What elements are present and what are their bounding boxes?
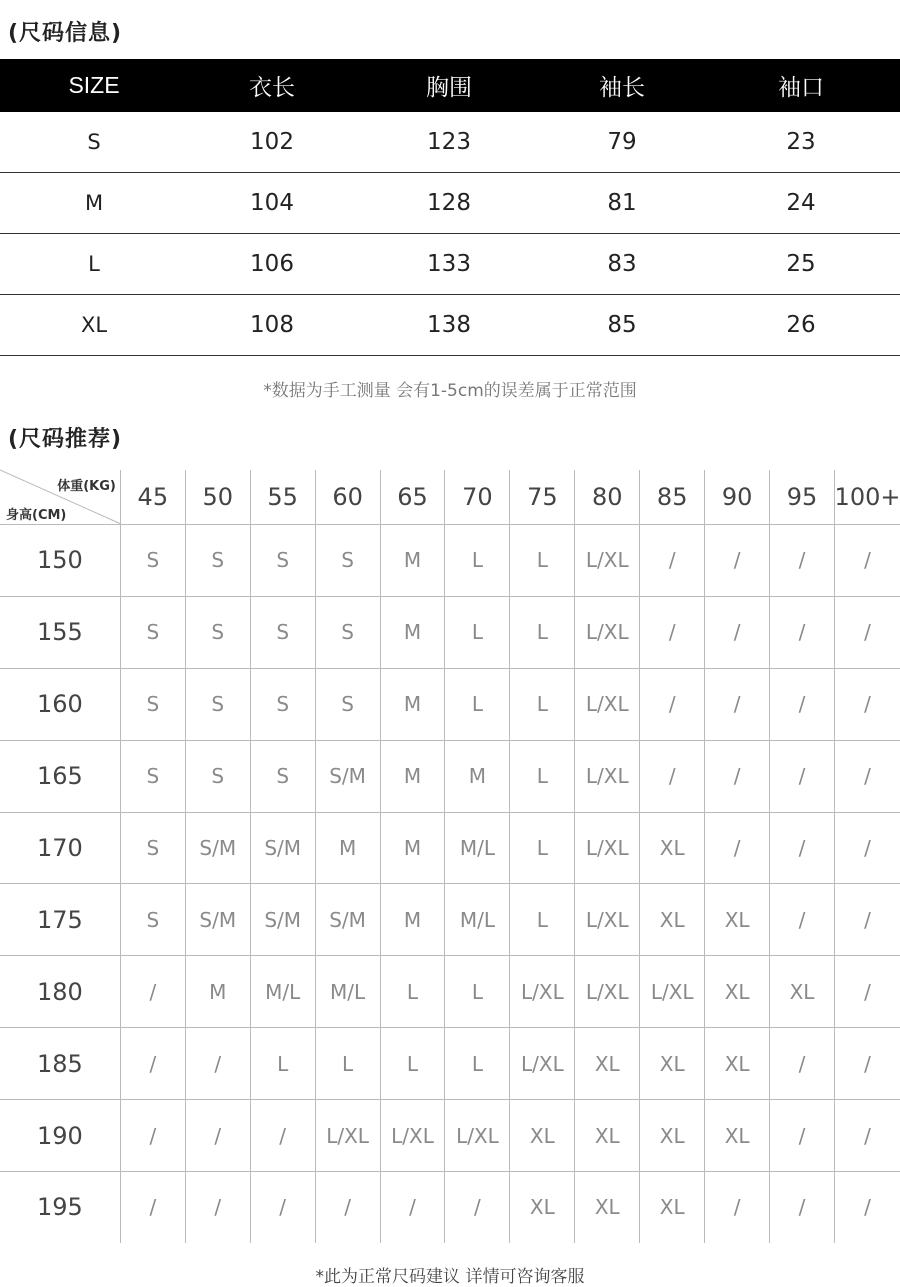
- measurement-value: 79: [607, 129, 637, 155]
- recommended-size-cell: XL: [705, 956, 770, 1027]
- recommended-size-cell: /: [251, 1100, 316, 1171]
- measurement-value: 81: [607, 190, 637, 216]
- height-cell: 155: [0, 597, 121, 668]
- weight-header-cell: 60: [316, 470, 381, 524]
- recommended-size-cell: /: [445, 1172, 510, 1243]
- recommended-size-cell: /: [705, 1172, 770, 1243]
- measurement-note: *数据为手工测量 会有1-5cm的误差属于正常范围: [263, 381, 637, 401]
- recommended-size-cell: L/XL: [575, 884, 640, 955]
- recommended-size-cell: /: [864, 979, 871, 1004]
- recommended-size-cell: /: [705, 525, 770, 596]
- recommended-size-cell: /: [640, 741, 705, 812]
- weight-header-cell: 55: [251, 470, 316, 524]
- recommendation-note: *此为正常尺码建议 详情可咨询客服: [315, 1267, 585, 1287]
- recommended-size-cell: L/XL: [640, 956, 705, 1027]
- recommended-size-cell: /: [770, 597, 835, 668]
- recommended-size-cell: /: [640, 597, 705, 668]
- size-info-row: [0, 112, 900, 173]
- recommended-size-cell: L/XL: [510, 956, 575, 1027]
- measurement-value: 128: [427, 190, 471, 216]
- recommended-size-cell: S: [186, 669, 251, 740]
- recommended-size-cell: /: [864, 1195, 871, 1220]
- recommended-size-cell: L/XL: [575, 525, 640, 596]
- recommended-size-cell: /: [770, 884, 835, 955]
- recommended-size-cell: S: [316, 597, 381, 668]
- recommended-size-cell: L: [251, 1028, 316, 1099]
- recommended-size-cell: S: [121, 669, 186, 740]
- height-cell: 190: [0, 1100, 121, 1171]
- recommended-size-cell: L: [381, 1028, 446, 1099]
- recommended-size-cell: XL: [575, 1172, 640, 1243]
- recommended-size-cell: /: [770, 741, 835, 812]
- recommended-size-cell: XL: [575, 1028, 640, 1099]
- height-cell: 165: [0, 741, 121, 812]
- recommended-size-cell: L/XL: [316, 1100, 381, 1171]
- size-label: S: [87, 130, 101, 154]
- recommended-size-cell: L/XL: [575, 741, 640, 812]
- weight-header-cell: 80: [575, 470, 640, 524]
- recommended-size-cell: XL: [510, 1172, 575, 1243]
- recommended-size-cell: /: [864, 692, 871, 717]
- recommended-size-cell: S: [186, 741, 251, 812]
- measurement-value: 25: [786, 251, 816, 277]
- recommended-size-cell: L: [510, 741, 575, 812]
- height-row: [0, 741, 900, 813]
- size-info-header-row: [0, 59, 900, 112]
- recommended-size-cell: S: [251, 741, 316, 812]
- recommended-size-cell: XL: [640, 1100, 705, 1171]
- height-cell: 180: [0, 956, 121, 1027]
- recommended-size-cell: L: [510, 669, 575, 740]
- recommended-size-cell: XL: [640, 1172, 705, 1243]
- measurement-value: 83: [607, 251, 637, 277]
- height-cell: 175: [0, 884, 121, 955]
- recommended-size-cell: L: [445, 669, 510, 740]
- recommended-size-cell: L/XL: [445, 1100, 510, 1171]
- recommended-size-cell: S: [251, 597, 316, 668]
- recommended-size-cell: /: [316, 1172, 381, 1243]
- recommended-size-cell: L/XL: [575, 669, 640, 740]
- size-info-table: [0, 59, 900, 356]
- recommended-size-cell: M/L: [316, 956, 381, 1027]
- recommended-size-cell: /: [705, 597, 770, 668]
- recommended-size-cell: /: [770, 813, 835, 884]
- size-label: M: [84, 191, 104, 215]
- recommended-size-cell: /: [864, 1051, 871, 1076]
- recommended-size-cell: XL: [770, 956, 835, 1027]
- recommended-size-cell: M: [445, 741, 510, 812]
- recommended-size-cell: L/XL: [575, 597, 640, 668]
- recommended-size-cell: L: [510, 597, 575, 668]
- recommended-size-cell: M/L: [445, 813, 510, 884]
- height-cell: 150: [0, 525, 121, 596]
- measurement-value: 106: [250, 251, 294, 277]
- recommended-size-cell: /: [121, 1028, 186, 1099]
- height-cell: 185: [0, 1028, 121, 1099]
- recommended-size-cell: S: [121, 525, 186, 596]
- recommended-size-cell: M/L: [445, 884, 510, 955]
- header-cuff: 袖口: [778, 75, 824, 101]
- recommended-size-cell: L: [510, 884, 575, 955]
- recommended-size-cell: L/XL: [575, 956, 640, 1027]
- recommended-size-cell: L: [381, 956, 446, 1027]
- recommended-size-cell: XL: [510, 1100, 575, 1171]
- recommended-size-cell: S: [121, 884, 186, 955]
- weight-header-cell: 45: [121, 470, 186, 524]
- size-info-title: (尺码信息): [8, 21, 123, 46]
- height-axis-label: 身高(CM): [6, 508, 67, 523]
- size-label: XL: [80, 313, 108, 337]
- recommended-size-cell: /: [864, 1123, 871, 1148]
- recommended-size-cell: S/M: [186, 884, 251, 955]
- recommended-size-cell: M: [381, 884, 446, 955]
- recommended-size-cell: /: [186, 1172, 251, 1243]
- height-row: [0, 813, 900, 885]
- recommended-size-cell: /: [705, 741, 770, 812]
- recommended-size-cell: L/XL: [575, 813, 640, 884]
- weight-header-cell: 90: [705, 470, 770, 524]
- recommended-size-cell: M: [316, 813, 381, 884]
- measurement-value: 123: [427, 129, 471, 155]
- recommended-size-cell: S: [121, 597, 186, 668]
- recommended-size-cell: /: [705, 669, 770, 740]
- height-row: [0, 1100, 900, 1172]
- recommended-size-cell: /: [121, 1100, 186, 1171]
- recommended-size-cell: L: [445, 956, 510, 1027]
- recommended-size-cell: /: [640, 525, 705, 596]
- recommended-size-cell: L: [510, 525, 575, 596]
- recommended-size-cell: M/L: [251, 956, 316, 1027]
- height-cell: 170: [0, 813, 121, 884]
- recommended-size-cell: S/M: [316, 741, 381, 812]
- recommended-size-cell: XL: [640, 884, 705, 955]
- height-row: [0, 884, 900, 956]
- recommended-size-cell: S: [251, 525, 316, 596]
- recommended-size-cell: L: [445, 1028, 510, 1099]
- recommended-size-cell: L: [445, 525, 510, 596]
- recommended-size-cell: /: [770, 1028, 835, 1099]
- recommended-size-cell: /: [864, 836, 871, 860]
- recommended-size-cell: /: [864, 764, 871, 789]
- height-row: [0, 956, 900, 1028]
- recommended-size-cell: S: [121, 741, 186, 812]
- header-chest: 胸围: [426, 75, 472, 101]
- recommended-size-cell: XL: [705, 1028, 770, 1099]
- recommended-size-cell: L: [316, 1028, 381, 1099]
- recommended-size-cell: L: [445, 597, 510, 668]
- measurement-value: 133: [427, 251, 471, 277]
- recommended-size-cell: /: [186, 1100, 251, 1171]
- recommended-size-cell: /: [381, 1172, 446, 1243]
- measurement-value: 104: [250, 190, 294, 216]
- recommended-size-cell: M: [381, 597, 446, 668]
- recommended-size-cell: S/M: [186, 813, 251, 884]
- recommended-size-cell: /: [705, 813, 770, 884]
- measurement-value: 102: [250, 129, 294, 155]
- recommended-size-cell: XL: [640, 1028, 705, 1099]
- recommended-size-cell: /: [864, 548, 871, 573]
- size-info-row: [0, 234, 900, 295]
- recommended-size-cell: XL: [705, 1100, 770, 1171]
- recommended-size-cell: /: [770, 1172, 835, 1243]
- height-row: [0, 597, 900, 669]
- weight-header-cell: 100+: [834, 483, 900, 511]
- measurement-value: 108: [250, 312, 294, 338]
- measurement-value: 26: [786, 312, 816, 338]
- recommended-size-cell: M: [381, 741, 446, 812]
- recommended-size-cell: /: [186, 1028, 251, 1099]
- recommended-size-cell: S/M: [251, 884, 316, 955]
- height-row: [0, 1172, 900, 1243]
- weight-header-cell: 50: [186, 470, 251, 524]
- recommended-size-cell: /: [864, 907, 871, 932]
- recommended-size-cell: /: [251, 1172, 316, 1243]
- corner-cell: [0, 470, 121, 524]
- recommended-size-cell: M: [381, 813, 446, 884]
- recommended-size-cell: S: [316, 525, 381, 596]
- size-info-row: [0, 295, 900, 356]
- weight-header-cell: 85: [640, 470, 705, 524]
- recommended-size-cell: S: [251, 669, 316, 740]
- weight-header-cell: 65: [381, 470, 446, 524]
- recommended-size-cell: XL: [575, 1100, 640, 1171]
- weight-header-row: [0, 470, 900, 525]
- weight-header-cell: 70: [445, 470, 510, 524]
- recommended-size-cell: S: [121, 813, 186, 884]
- recommended-size-cell: XL: [705, 884, 770, 955]
- recommended-size-cell: L: [510, 813, 575, 884]
- recommended-size-cell: S/M: [316, 884, 381, 955]
- size-label: L: [88, 252, 100, 276]
- size-recommendation-grid: [0, 470, 900, 1243]
- weight-header-cell: 95: [770, 470, 835, 524]
- measurement-value: 23: [786, 129, 816, 155]
- recommended-size-cell: M: [381, 525, 446, 596]
- header-sleeve: 袖长: [599, 75, 645, 101]
- measurement-value: 24: [786, 190, 816, 216]
- recommended-size-cell: M: [186, 956, 251, 1027]
- recommended-size-cell: /: [770, 525, 835, 596]
- recommended-size-cell: M: [381, 669, 446, 740]
- recommended-size-cell: S: [316, 669, 381, 740]
- size-info-row: [0, 173, 900, 234]
- height-row: [0, 1028, 900, 1100]
- recommended-size-cell: S/M: [251, 813, 316, 884]
- height-cell: 195: [0, 1172, 121, 1243]
- height-row: [0, 525, 900, 597]
- header-length: 衣长: [249, 75, 295, 101]
- weight-header-cell: 75: [510, 470, 575, 524]
- recommended-size-cell: XL: [640, 813, 705, 884]
- weight-axis-label: 体重(KG): [57, 479, 116, 494]
- recommended-size-cell: /: [770, 1100, 835, 1171]
- measurement-value: 85: [607, 312, 637, 338]
- height-cell: 160: [0, 669, 121, 740]
- recommended-size-cell: S: [186, 525, 251, 596]
- recommended-size-cell: /: [770, 669, 835, 740]
- recommended-size-cell: L/XL: [510, 1028, 575, 1099]
- header-size: SIZE: [68, 72, 120, 98]
- recommended-size-cell: /: [121, 1172, 186, 1243]
- measurement-value: 138: [427, 312, 471, 338]
- recommended-size-cell: L/XL: [381, 1100, 446, 1171]
- height-row: [0, 669, 900, 741]
- size-recommendation-title: (尺码推荐): [8, 427, 123, 452]
- recommended-size-cell: /: [864, 620, 871, 645]
- recommended-size-cell: /: [121, 956, 186, 1027]
- recommended-size-cell: S: [186, 597, 251, 668]
- recommended-size-cell: /: [640, 669, 705, 740]
